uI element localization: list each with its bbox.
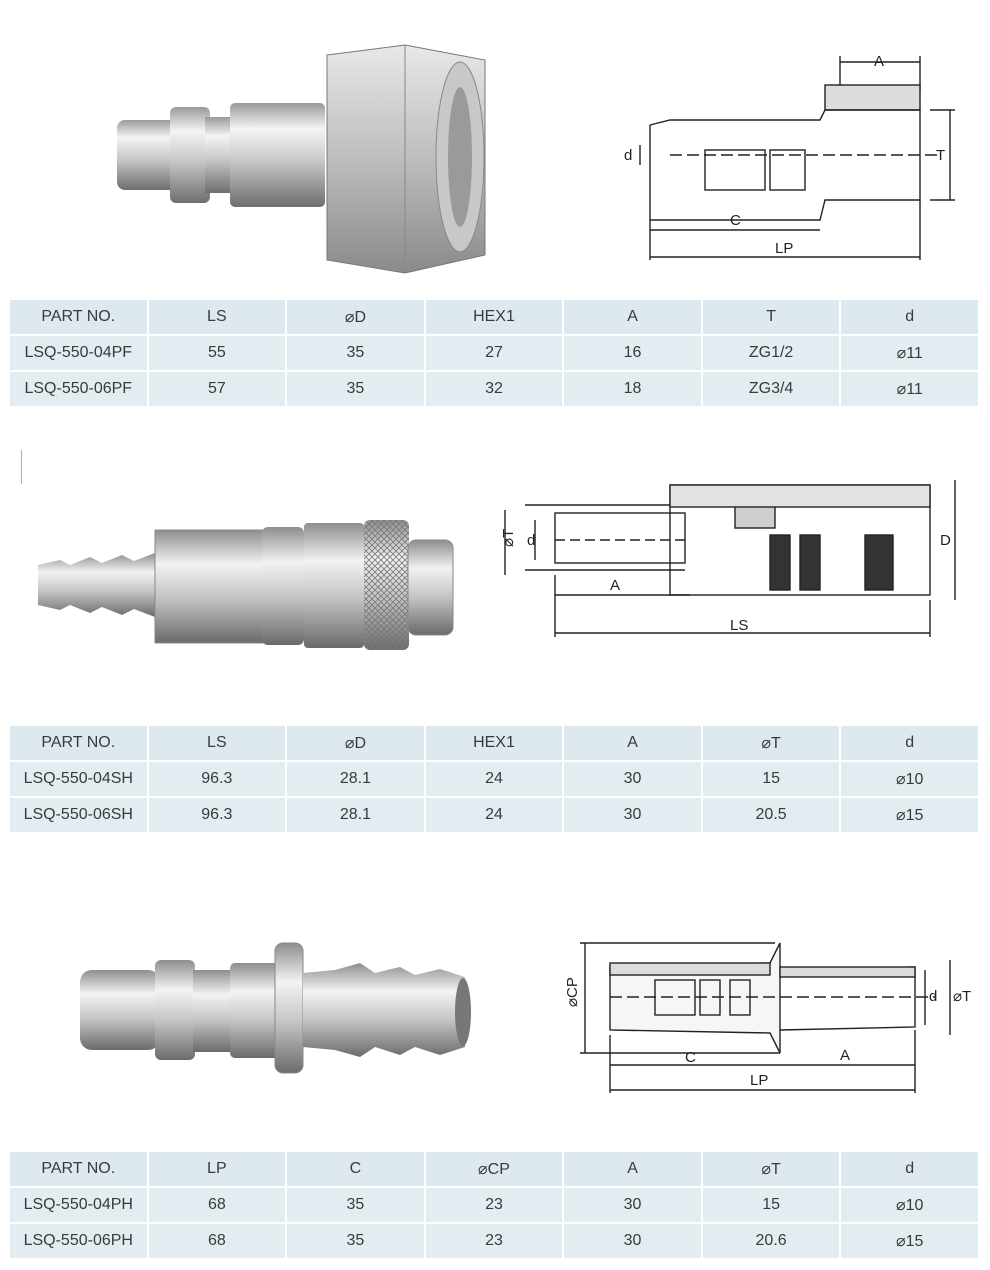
table-cell: 35 (287, 372, 424, 406)
column-header: LP (149, 1152, 286, 1186)
table-cell: 20.5 (703, 798, 840, 832)
column-header: HEX1 (426, 300, 563, 334)
table-cell: ZG3/4 (703, 372, 840, 406)
table-cell: 24 (426, 762, 563, 796)
column-header: LS (149, 300, 286, 334)
table-cell: 15 (703, 762, 840, 796)
column-header: A (564, 300, 701, 334)
table-cell: 68 (149, 1224, 286, 1258)
table-cell: ⌀15 (841, 798, 978, 832)
drawing-label-a: A (840, 1047, 851, 1064)
hose-barb-plug-drawing-icon (555, 935, 975, 1095)
drawing-label-d: d (624, 147, 633, 164)
table-cell: ⌀15 (841, 1224, 978, 1258)
table-cell: LSQ-550-06PH (10, 1224, 147, 1258)
table-cell: LSQ-550-04PH (10, 1188, 147, 1222)
table-cell: 15 (703, 1188, 840, 1222)
table-header-row (10, 1152, 978, 1186)
column-header: C (287, 1152, 424, 1186)
table-cell: 23 (426, 1188, 563, 1222)
column-header: d (841, 1152, 978, 1186)
table-cell: 96.3 (149, 798, 286, 832)
table-cell: LSQ-550-06SH (10, 798, 147, 832)
table-cell: ⌀11 (841, 336, 978, 370)
drawing-label-d: d (929, 988, 938, 1005)
table-cell: 68 (149, 1188, 286, 1222)
table-cell: 55 (149, 336, 286, 370)
drawing-label-dd: D (940, 532, 951, 549)
table-cell: 30 (564, 762, 701, 796)
column-header: A (564, 726, 701, 760)
column-header: PART NO. (10, 726, 147, 760)
drawing-label-c: C (685, 1049, 696, 1066)
table-cell: ZG1/2 (703, 336, 840, 370)
drawing-label-ls: LS (730, 617, 749, 634)
column-header: PART NO. (10, 1152, 147, 1186)
drawing-label-lp: LP (775, 240, 794, 257)
column-header: PART NO. (10, 300, 147, 334)
table-row (10, 1188, 978, 1222)
table-cell: 28.1 (287, 762, 424, 796)
drawing-label-a: A (874, 53, 885, 70)
table-cell: 35 (287, 1188, 424, 1222)
column-header: ⌀D (287, 726, 424, 760)
spec-table-ph (8, 1150, 980, 1260)
drawing-label-d: d (527, 532, 536, 549)
table-row (10, 1224, 978, 1258)
table-cell: 96.3 (149, 762, 286, 796)
table-cell: 28.1 (287, 798, 424, 832)
drawing-label-t: ⌀T (500, 528, 517, 547)
table-cell: LSQ-550-04SH (10, 762, 147, 796)
column-header: ⌀D (287, 300, 424, 334)
hose-barb-plug-photo-icon (75, 935, 475, 1080)
table-cell: ⌀10 (841, 1188, 978, 1222)
column-header: ⌀T (703, 1152, 840, 1186)
drawing-label-t: ⌀T (953, 988, 972, 1005)
table-cell: 57 (149, 372, 286, 406)
column-header: LS (149, 726, 286, 760)
table-cell: 20.6 (703, 1224, 840, 1258)
column-header: ⌀CP (426, 1152, 563, 1186)
table-cell: 18 (564, 372, 701, 406)
table-cell: ⌀11 (841, 372, 978, 406)
drawing-label-a: A (610, 577, 621, 594)
drawing-label-lp: LP (750, 1072, 769, 1089)
table-cell: 35 (287, 336, 424, 370)
table-cell: 24 (426, 798, 563, 832)
drawing-label-cp: ⌀CP (564, 977, 581, 1007)
drawing-label-t: T (936, 147, 946, 164)
table-cell: 23 (426, 1224, 563, 1258)
table-cell: LSQ-550-06PF (10, 372, 147, 406)
column-header: A (564, 1152, 701, 1186)
column-header: HEX1 (426, 726, 563, 760)
table-cell: 32 (426, 372, 563, 406)
column-header: ⌀T (703, 726, 840, 760)
table-cell: ⌀10 (841, 762, 978, 796)
table-cell: LSQ-550-04PF (10, 336, 147, 370)
column-header: d (841, 300, 978, 334)
column-header: d (841, 726, 978, 760)
column-header: T (703, 300, 840, 334)
drawing-label-c: C (730, 212, 741, 229)
table-cell: 30 (564, 1224, 701, 1258)
table-cell: 16 (564, 336, 701, 370)
table-cell: 30 (564, 798, 701, 832)
table-cell: 35 (287, 1224, 424, 1258)
table-cell: 30 (564, 1188, 701, 1222)
table-cell: 27 (426, 336, 563, 370)
